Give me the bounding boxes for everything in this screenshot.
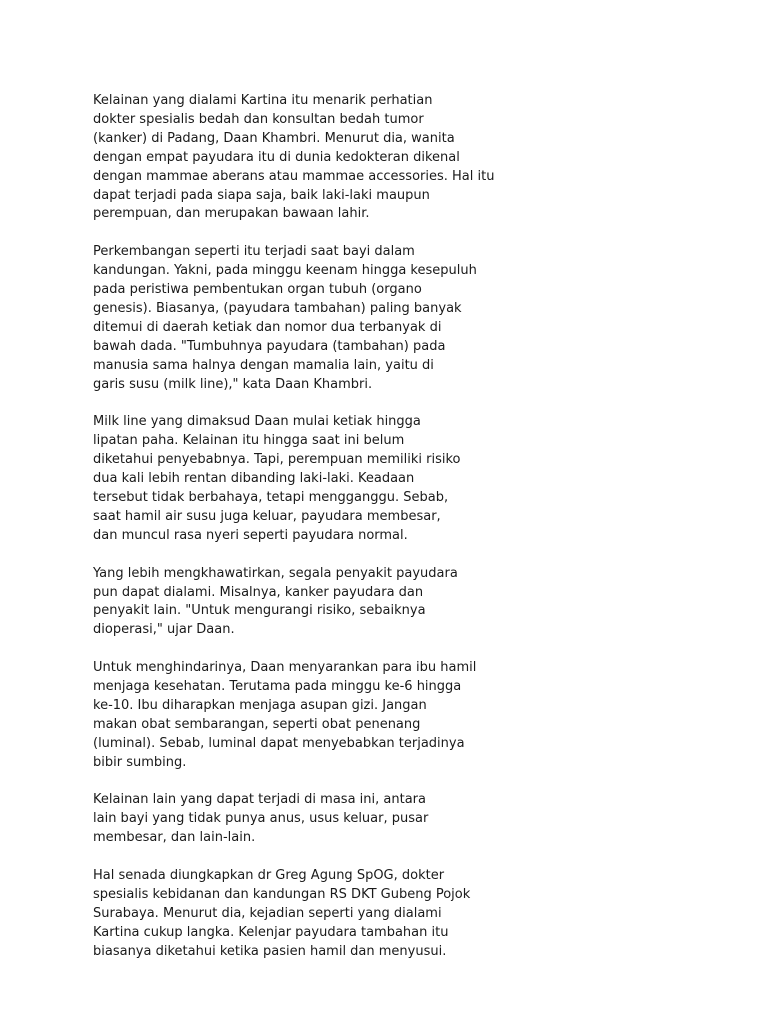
text-line: pada peristiwa pembentukan organ tubuh (organo: [93, 282, 422, 298]
paragraph: [93, 791, 733, 848]
document-body: [93, 92, 733, 980]
text-line: dengan mammae aberans atau mammae accessories. Hal itu: [93, 168, 495, 184]
text-line: Perkembangan seperti itu terjadi saat bayi dalam: [93, 244, 415, 260]
paragraph: [93, 867, 733, 962]
text-line: Kelainan yang dialami Kartina itu menarik perhatian: [93, 93, 433, 108]
text-line: spesialis kebidanan dan kandungan RS DKT Gubeng Pojok: [93, 886, 471, 902]
text-line: Surabaya. Menurut dia, kejadian seperti yang dialami: [93, 905, 442, 921]
text-line: ke-10. Ibu diharapkan menjaga asupan gizi. Jangan: [93, 697, 427, 713]
text-line: ditemui di daerah ketiak dan nomor dua terbanyak di: [93, 319, 442, 335]
text-line: Yang lebih mengkhawatirkan, segala penyakit payudara: [93, 565, 458, 581]
text-line: menjaga kesehatan. Terutama pada minggu ke-6 hingga: [93, 679, 462, 695]
text-line: (kanker) di Padang, Daan Khambri. Menurut dia, wanita: [93, 130, 455, 146]
text-line: lipatan paha. Kelainan itu hingga saat ini belum: [93, 433, 405, 449]
text-line: Milk line yang dimaksud Daan mulai ketiak hingga: [93, 414, 421, 430]
text-line: lain bayi yang tidak punya anus, usus keluar, pusar: [93, 811, 429, 827]
text-line: manusia sama halnya dengan mamalia lain, yaitu di: [93, 357, 434, 373]
text-line: makan obat sembarangan, seperti obat penenang: [93, 716, 421, 732]
text-line: diketahui penyebabnya. Tapi, perempuan memiliki risiko: [93, 452, 461, 468]
text-line: pun dapat dialami. Misalnya, kanker payudara dan: [93, 584, 424, 600]
paragraph: [93, 413, 733, 545]
text-line: biasanya diketahui ketika pasien hamil dan menyusui.: [93, 943, 447, 959]
paragraph: [93, 565, 733, 641]
text-line: bawah dada. "Tumbuhnya payudara (tambahan) pada: [93, 338, 446, 354]
text-line: Untuk menghindarinya, Daan menyarankan para ibu hamil: [93, 660, 477, 676]
text-line: dan muncul rasa nyeri seperti payudara normal.: [93, 527, 408, 543]
text-line: tersebut tidak berbahaya, tetapi mengganggu. Sebab,: [93, 490, 449, 505]
text-line: kandungan. Yakni, pada minggu keenam hingga kesepuluh: [93, 263, 477, 279]
text-line: Hal senada diungkapkan dr Greg Agung SpOG, dokter: [93, 868, 445, 884]
paragraph: [93, 92, 733, 224]
text-line: penyakit lain. "Untuk mengurangi risiko, sebaiknya: [93, 603, 426, 619]
text-line: genesis). Biasanya, (payudara tambahan) paling banyak: [93, 300, 462, 316]
text-line: dengan empat payudara itu di dunia kedokteran dikenal: [93, 149, 460, 165]
text-line: (luminal). Sebab, luminal dapat menyebabkan terjadinya: [93, 735, 465, 751]
text-line: saat hamil air susu juga keluar, payudara membesar,: [93, 508, 441, 524]
text-line: bibir sumbing.: [93, 754, 187, 770]
text-line: dokter spesialis bedah dan konsultan bedah tumor: [93, 111, 424, 127]
text-line: perempuan, dan merupakan bawaan lahir.: [93, 206, 370, 222]
text-line: Kelainan lain yang dapat terjadi di masa ini, antara: [93, 792, 426, 808]
text-line: garis susu (milk line)," kata Daan Khambri.: [93, 376, 373, 392]
text-line: dua kali lebih rentan dibanding laki-laki. Keadaan: [93, 471, 415, 487]
text-line: dioperasi," ujar Daan.: [93, 622, 235, 638]
text-line: membesar, dan lain-lain.: [93, 830, 256, 846]
paragraph: [93, 243, 733, 394]
paragraph: [93, 659, 733, 772]
text-line: Kartina cukup langka. Kelenjar payudara tambahan itu: [93, 924, 449, 940]
text-line: dapat terjadi pada siapa saja, baik laki-laki maupun: [93, 187, 430, 203]
